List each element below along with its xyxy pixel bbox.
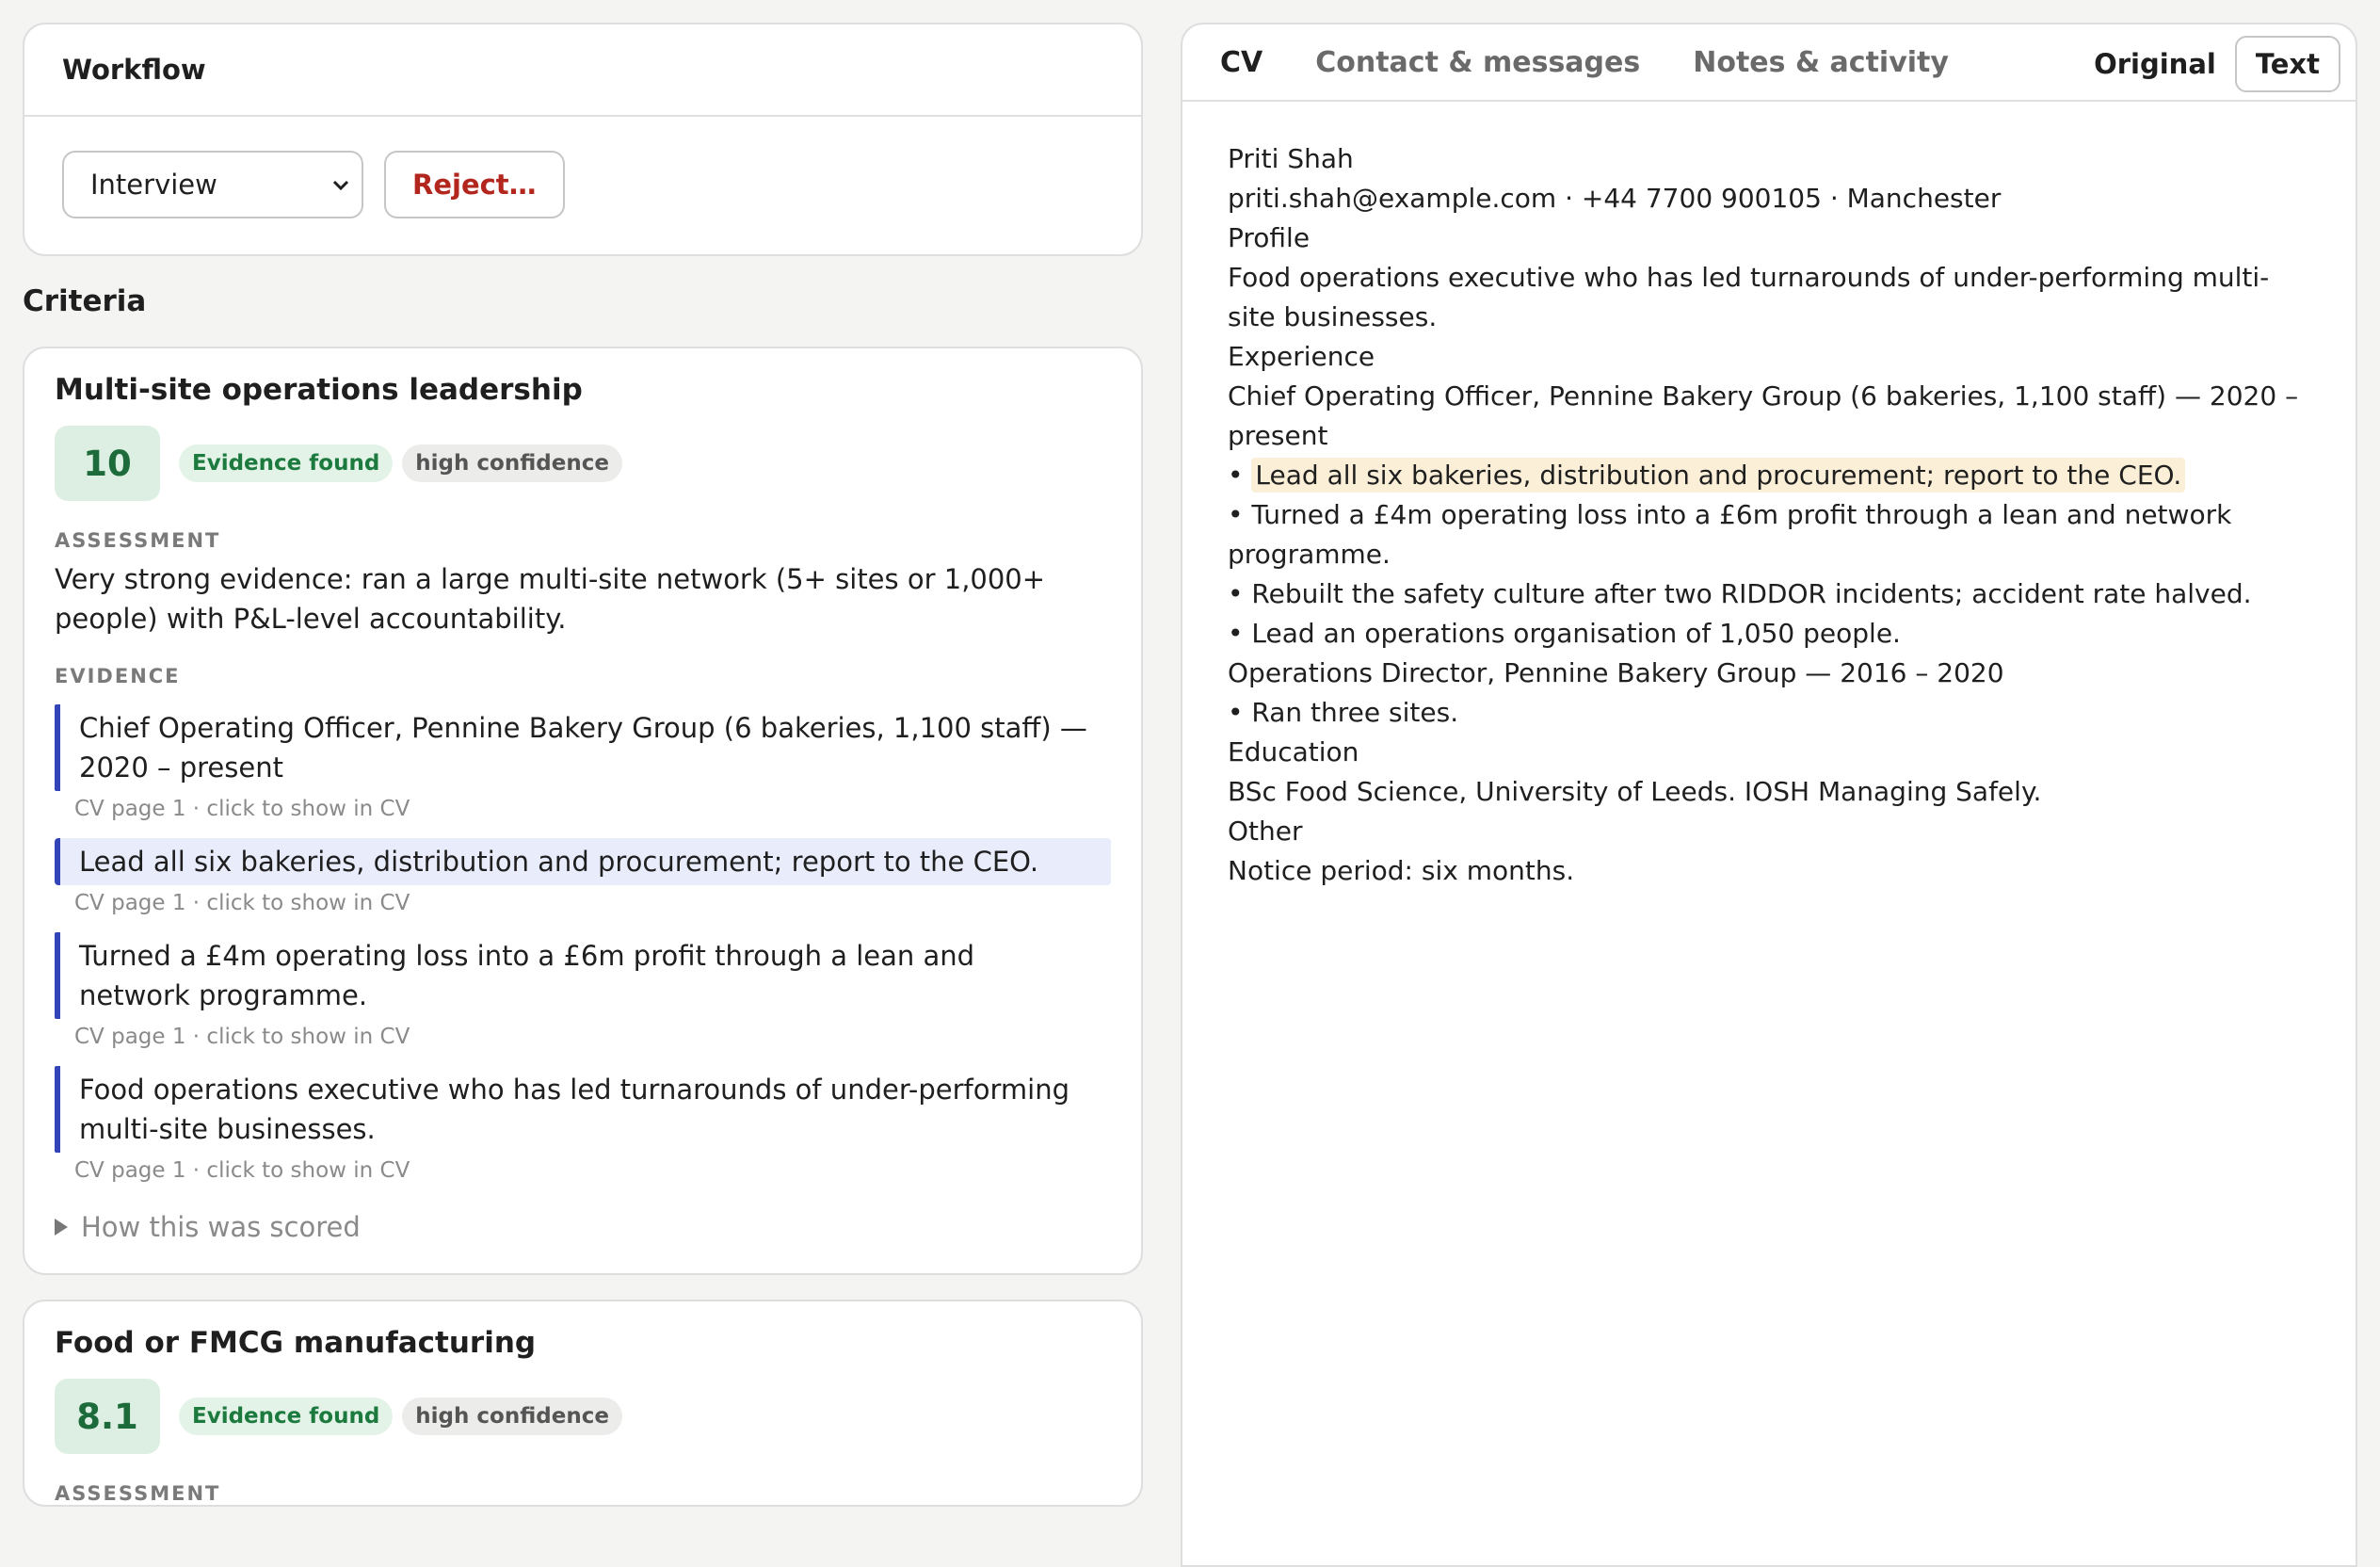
evidence-found-badge: Evidence found [179, 1397, 393, 1435]
cv-panel [1181, 23, 2357, 1567]
cv-other: Notice period: six months. [1228, 855, 1575, 886]
evidence-label: EVIDENCE [55, 665, 181, 687]
cv-contact: priti.shah@example.com · +44 7700 900105 · Manchester [1228, 183, 2002, 214]
cv-profile: Food operations executive who has led turnarounds of under-performing multi-site businesses. [1228, 262, 2270, 332]
score-pill: 10 [55, 426, 160, 501]
criterion-card [23, 1300, 1143, 1507]
evidence-item[interactable] [55, 1066, 1111, 1183]
how-scored-label: How this was scored [81, 1211, 361, 1243]
cv-text [1182, 102, 2356, 891]
original-view-button[interactable]: Original [2094, 48, 2216, 80]
evidence-found-badge: Evidence found [179, 444, 393, 482]
text-view-button[interactable]: Text [2235, 36, 2340, 92]
evidence-quote[interactable]: Turned a £4m operating loss into a £6m profit through a lean and network programme. [55, 932, 1111, 1019]
stage-select-value: Interview [90, 169, 217, 201]
criteria-heading: Criteria [23, 284, 147, 318]
how-scored-toggle[interactable] [55, 1211, 1111, 1273]
workflow-card [23, 23, 1143, 256]
confidence-badge: high confidence [402, 444, 622, 482]
bullet-marker: • [1228, 460, 1252, 491]
criterion-title: Multi-site operations leadership [55, 373, 583, 407]
cv-highlight: Lead all six bakeries, distribution and procurement; report to the CEO. [1251, 458, 2185, 493]
tab-contact-messages[interactable]: Contact & messages [1315, 45, 1641, 79]
tab-bar [1182, 24, 2356, 102]
cv-bullet: • Lead an operations organisation of 1,050 people. [1228, 618, 1901, 649]
cv-education: BSc Food Science, University of Leeds. IOSH Managing Safely. [1228, 776, 2042, 807]
criterion-card [23, 347, 1143, 1275]
cv-name: Priti Shah [1228, 143, 1354, 174]
reject-button[interactable]: Reject… [384, 151, 565, 218]
evidence-meta: CV page 1 · click to show in CV [74, 1158, 410, 1183]
cv-experience-heading: Experience [1228, 341, 1375, 372]
evidence-quote[interactable]: Lead all six bakeries, distribution and procurement; report to the CEO. [55, 838, 1111, 885]
evidence-meta: CV page 1 · click to show in CV [74, 797, 410, 821]
evidence-meta: CV page 1 · click to show in CV [74, 1025, 410, 1049]
disclosure-triangle-icon [55, 1219, 68, 1236]
left-panel [23, 23, 1143, 1544]
chevron-down-icon [331, 175, 350, 194]
tab-cv[interactable]: CV [1220, 45, 1263, 79]
evidence-quote[interactable]: Chief Operating Officer, Pennine Bakery Group (6 bakeries, 1,100 staff) — 2020 – present [55, 704, 1111, 791]
cv-profile-heading: Profile [1228, 222, 1311, 253]
assessment-label: ASSESSMENT [55, 529, 221, 552]
score-pill: 8.1 [55, 1379, 160, 1454]
evidence-quote[interactable]: Food operations executive who has led turnarounds of under-performing multi-site businesses. [55, 1066, 1111, 1153]
cv-education-heading: Education [1228, 736, 1359, 767]
view-toggle [2075, 36, 2340, 92]
cv-bullet: • Ran three sites. [1228, 697, 1459, 728]
stage-select[interactable] [62, 151, 363, 218]
criterion-title: Food or FMCG manufacturing [55, 1326, 537, 1360]
confidence-badge: high confidence [402, 1397, 622, 1435]
cv-bullet-highlighted [1228, 456, 2310, 495]
cv-other-heading: Other [1228, 816, 1303, 847]
evidence-meta: CV page 1 · click to show in CV [74, 891, 410, 915]
cv-bullet: • Rebuilt the safety culture after two RIDDOR incidents; accident rate halved. [1228, 578, 2252, 609]
workflow-title: Workflow [24, 24, 1141, 117]
assessment-text: Very strong evidence: ran a large multi-site network (5+ sites or 1,000+ people) with P&L-level accountability. [55, 563, 1046, 635]
evidence-item[interactable] [55, 932, 1111, 1049]
cv-role: Chief Operating Officer, Pennine Bakery Group (6 bakeries, 1,100 staff) — 2020 – present [1228, 380, 2299, 451]
cv-role: Operations Director, Pennine Bakery Group — 2016 – 2020 [1228, 657, 2004, 688]
cv-bullet: • Turned a £4m operating loss into a £6m profit through a lean and network programme. [1228, 499, 2232, 570]
assessment-label: ASSESSMENT [55, 1482, 221, 1505]
tab-notes-activity[interactable]: Notes & activity [1693, 45, 1949, 79]
evidence-item-active[interactable] [55, 838, 1111, 915]
evidence-item[interactable] [55, 704, 1111, 821]
